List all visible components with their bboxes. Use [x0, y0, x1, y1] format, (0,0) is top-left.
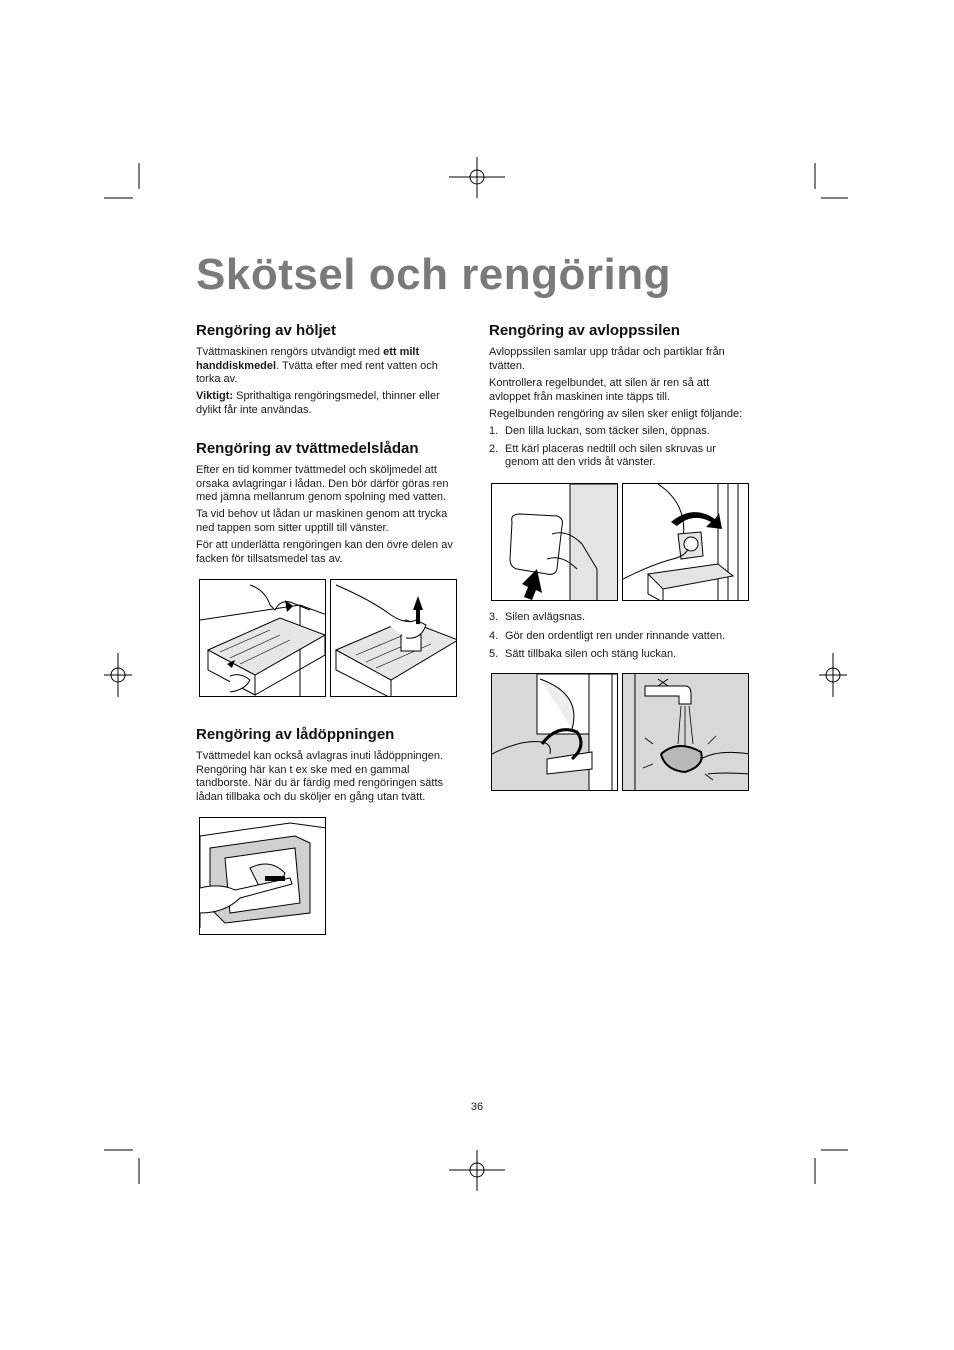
paragraph-avlopp-2: Kontrollera regelbundet, att silen är ren så att avloppet från maskinen inte täpps till.	[489, 377, 710, 403]
list-item: 1. Den lilla luckan, som täcker silen, öppnas.	[489, 425, 710, 437]
heading-oppningen: Rengöring av lådöppningen	[196, 726, 395, 743]
heading-avlopp: Rengöring av avloppssilen	[489, 322, 680, 339]
heading-ladan: Rengöring av tvättmedelslådan	[196, 440, 419, 457]
paragraph-holjet-1: Tvättmaskinen rengörs utvändigt med ett milt handdiskmedel. Tvätta efter med rent vatten och torka av.	[196, 346, 438, 386]
page-number: 36	[470, 1101, 484, 1113]
paragraph-ladan-1: Efter en tid kommer tvättmedel och sköljmedel att orsaka avlagringar i lådan. Den bör därför göras ren med jämna mellanrum genom spolning med vatten.	[196, 464, 449, 504]
paragraph-ladan-3: För att underlätta rengöringen kan den övre delen av facken för tillsatsmedel tas av.	[196, 539, 453, 565]
illustration-open-hatch	[491, 483, 618, 601]
paragraph-avlopp-3: Regelbunden rengöring av silen sker enligt följande:	[489, 408, 743, 420]
paragraph-ladan-2: Ta vid behov ut lådan ur maskinen genom att trycka ned tappen som sitter upptill till vänster.	[196, 508, 448, 534]
list-item: 2. Ett kärl placeras nedtill och silen skruvas ur genom att den vrids åt vänster.	[489, 442, 716, 469]
steps-list-a	[489, 425, 751, 474]
illustration-opening-cleaning	[199, 817, 326, 935]
illustration-rinse-filter	[622, 673, 749, 791]
illustration-compartment-removal	[330, 579, 457, 697]
list-item: 5. Sätt tillbaka silen och stäng luckan.	[489, 648, 677, 661]
paragraph-avlopp-1: Avloppssilen samlar upp trådar och partiklar från tvätten.	[489, 346, 725, 372]
heading-holjet: Rengöring av höljet	[196, 322, 337, 339]
illustration-remove-filter	[491, 673, 618, 791]
illustration-unscrew-filter	[622, 483, 749, 601]
list-item: 4. Gör den ordentligt ren under rinnande vatten.	[489, 629, 726, 642]
page-title: Skötsel och rengöring	[196, 250, 672, 299]
list-item: 3. Silen avlägsnas.	[489, 611, 586, 623]
steps-list-b	[489, 611, 751, 667]
illustration-drawer-removal	[199, 579, 326, 697]
paragraph-holjet-2: Viktigt: Sprithaltiga rengöringsmedel, thinner eller dylikt får inte användas.	[196, 390, 440, 416]
paragraph-oppningen-1: Tvättmedel kan också avlagras inuti lådöppningen. Rengöring här kan t ex ske med en gammal tandborste. När du är färdig med rengöringen sätts lådan tillbaka och du sköljer en gång utan tvätt.	[196, 750, 444, 803]
